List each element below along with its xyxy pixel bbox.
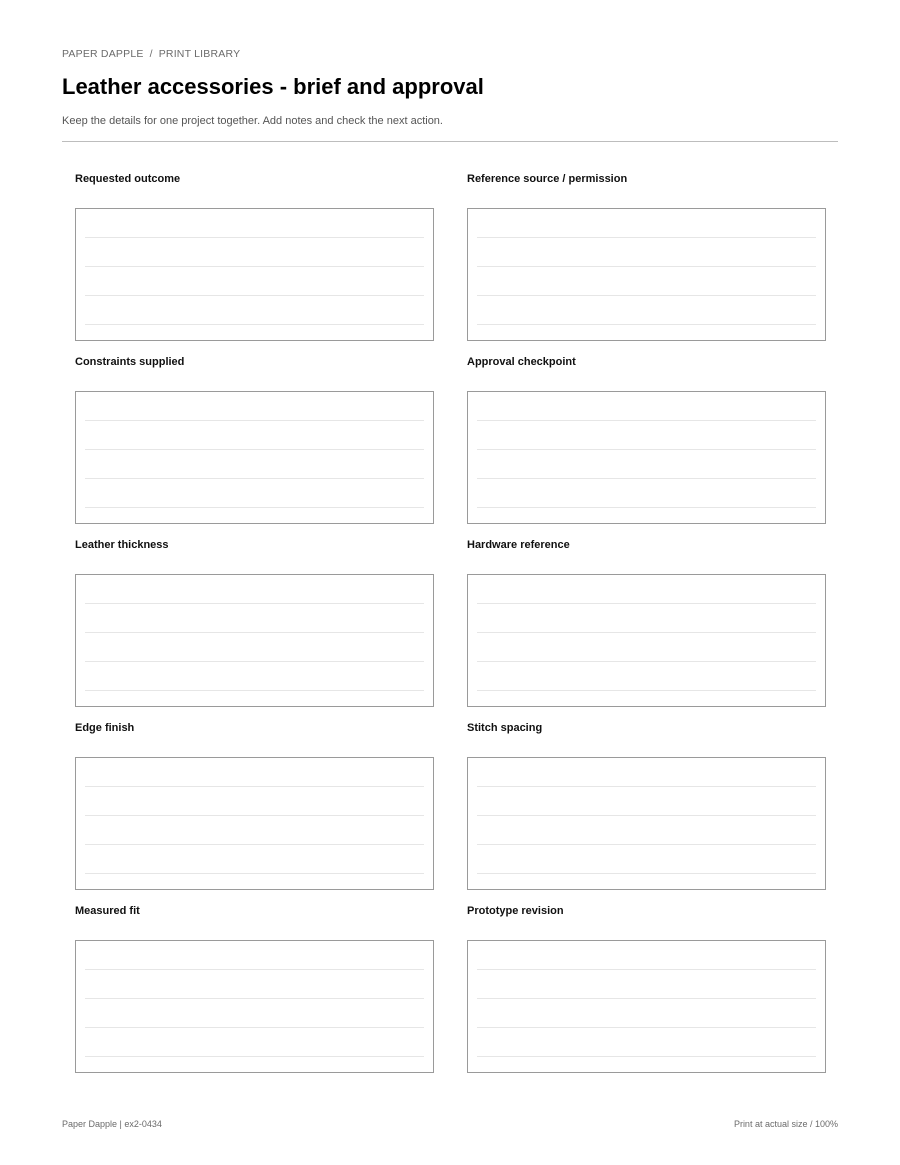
requested-outcome-writing-area[interactable] xyxy=(75,208,434,341)
writing-line xyxy=(477,266,816,267)
writing-line xyxy=(477,969,816,970)
writing-line xyxy=(85,478,424,479)
field-label: Requested outcome xyxy=(75,173,181,185)
writing-line xyxy=(85,449,424,450)
breadcrumb-brand: PAPER DAPPLE xyxy=(62,48,144,60)
edge-finish-writing-area[interactable] xyxy=(75,757,434,890)
writing-line xyxy=(85,603,424,604)
writing-line xyxy=(85,507,424,508)
field-measured-fit xyxy=(75,904,434,1073)
field-prototype-revision xyxy=(467,904,826,1073)
field-leather-thickness xyxy=(75,538,434,707)
field-reference-source xyxy=(467,172,826,341)
measured-fit-writing-area[interactable] xyxy=(75,940,434,1073)
field-hardware-reference xyxy=(467,538,826,707)
breadcrumb-separator: / xyxy=(149,48,153,60)
fields-grid xyxy=(75,172,826,1073)
reference-source-writing-area[interactable] xyxy=(467,208,826,341)
writing-line xyxy=(85,786,424,787)
writing-line xyxy=(85,266,424,267)
field-stitch-spacing xyxy=(467,721,826,890)
writing-line xyxy=(477,295,816,296)
writing-line xyxy=(85,237,424,238)
field-edge-finish xyxy=(75,721,434,890)
writing-line xyxy=(85,690,424,691)
breadcrumb-section: PRINT LIBRARY xyxy=(158,48,241,60)
writing-line xyxy=(477,844,816,845)
writing-line xyxy=(85,1056,424,1057)
field-label: Stitch spacing xyxy=(467,722,543,734)
writing-line xyxy=(477,661,816,662)
header-divider xyxy=(62,141,838,142)
writing-line xyxy=(85,324,424,325)
field-requested-outcome xyxy=(75,172,434,341)
writing-line xyxy=(85,969,424,970)
writing-line xyxy=(85,661,424,662)
breadcrumb xyxy=(62,48,240,60)
writing-line xyxy=(85,632,424,633)
writing-line xyxy=(477,507,816,508)
writing-line xyxy=(85,873,424,874)
leather-thickness-writing-area[interactable] xyxy=(75,574,434,707)
field-label: Approval checkpoint xyxy=(467,356,576,368)
approval-checkpoint-writing-area[interactable] xyxy=(467,391,826,524)
writing-line xyxy=(477,786,816,787)
page-subtitle: Keep the details for one project together. Add notes and check the next action. xyxy=(62,115,443,127)
field-label: Hardware reference xyxy=(467,539,570,551)
writing-line xyxy=(477,324,816,325)
prototype-revision-writing-area[interactable] xyxy=(467,940,826,1073)
field-approval-checkpoint xyxy=(467,355,826,524)
writing-line xyxy=(477,873,816,874)
writing-line xyxy=(85,420,424,421)
field-label: Edge finish xyxy=(75,722,135,734)
writing-line xyxy=(477,237,816,238)
field-label: Constraints supplied xyxy=(75,356,185,368)
writing-line xyxy=(85,998,424,999)
writing-line xyxy=(85,295,424,296)
writing-line xyxy=(85,815,424,816)
writing-line xyxy=(477,815,816,816)
footer-print-note: Print at actual size / 100% xyxy=(733,1119,838,1129)
page-title: Leather accessories - brief and approval xyxy=(62,74,484,99)
field-label: Reference source / permission xyxy=(467,173,628,185)
footer-document-id: Paper Dapple | ex2-0434 xyxy=(62,1119,162,1129)
hardware-reference-writing-area[interactable] xyxy=(467,574,826,707)
writing-line xyxy=(477,603,816,604)
writing-line xyxy=(477,998,816,999)
writing-line xyxy=(477,632,816,633)
writing-line xyxy=(477,1027,816,1028)
writing-line xyxy=(85,844,424,845)
field-label: Measured fit xyxy=(75,905,140,917)
writing-line xyxy=(477,449,816,450)
writing-line xyxy=(85,1027,424,1028)
constraints-supplied-writing-area[interactable] xyxy=(75,391,434,524)
field-constraints-supplied xyxy=(75,355,434,524)
field-label: Prototype revision xyxy=(467,905,564,917)
writing-line xyxy=(477,1056,816,1057)
writing-line xyxy=(477,690,816,691)
stitch-spacing-writing-area[interactable] xyxy=(467,757,826,890)
field-label: Leather thickness xyxy=(75,539,169,551)
writing-line xyxy=(477,478,816,479)
writing-line xyxy=(477,420,816,421)
